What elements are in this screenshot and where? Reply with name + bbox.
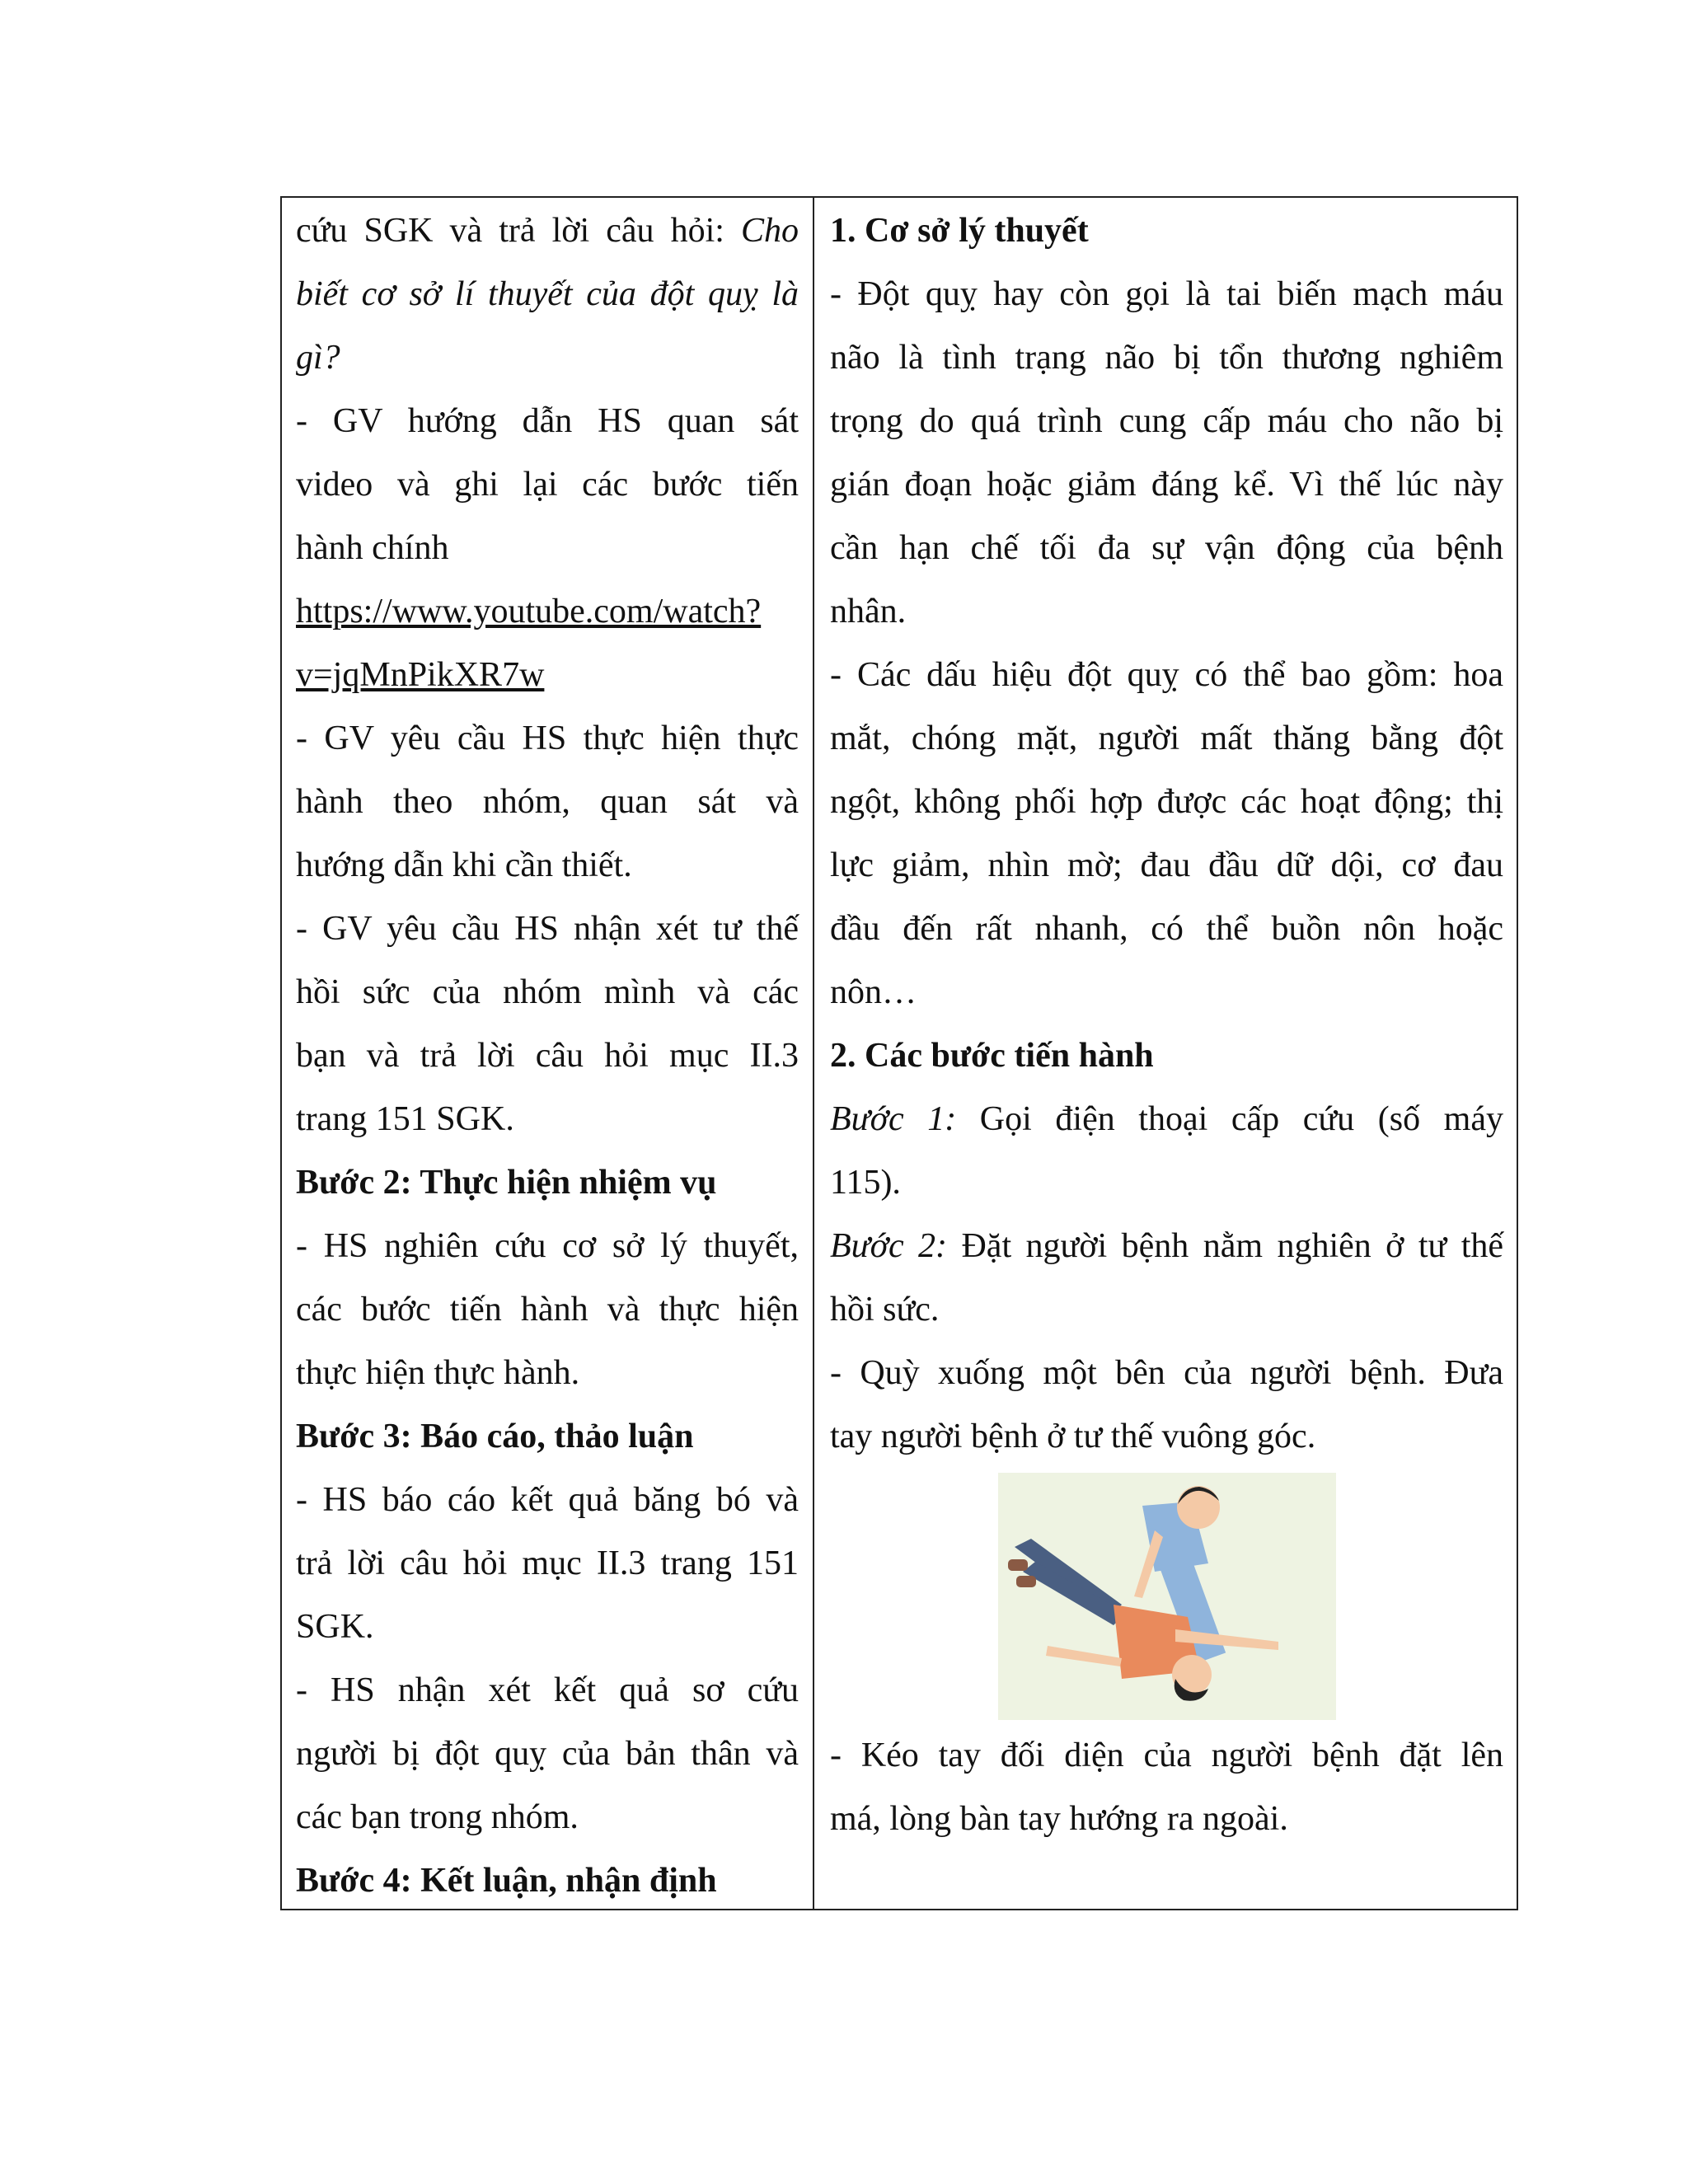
- recovery-position-figure: [998, 1473, 1336, 1720]
- text-line: gì?: [296, 339, 340, 377]
- text-line: gián đoạn hoặc giảm đáng kể. Vì thế lúc này: [830, 466, 1503, 504]
- video-link-continued[interactable]: v=jqMnPikXR7w: [296, 656, 545, 694]
- teacher-activity-column: [296, 199, 799, 1913]
- text-line: ngột, không phối hợp được các hoạt động; thị: [830, 783, 1503, 821]
- text-line: hành theo nhóm, quan sát và: [296, 783, 799, 821]
- text-line: trọng do quá trình cung cấp máu cho não bị: [830, 402, 1503, 440]
- text-line: Bước 2: Đặt người bệnh nằm nghiên ở tư thế: [830, 1227, 1504, 1265]
- section-heading: 1. Cơ sở lý thuyết: [830, 212, 1089, 250]
- text-line: 115).: [830, 1164, 901, 1202]
- text-line: nhân.: [830, 593, 907, 630]
- text-line: - GV yêu cầu HS nhận xét tư thế: [296, 910, 799, 948]
- text-line: các bước tiến hành và thực hiện: [296, 1291, 799, 1329]
- section-heading: 2. Các bước tiến hành: [830, 1037, 1154, 1075]
- step-heading: Bước 2: Thực hiện nhiệm vụ: [296, 1164, 717, 1202]
- text-line: - GV hướng dẫn HS quan sát: [296, 402, 799, 440]
- step-heading: Bước 3: Báo cáo, thảo luận: [296, 1418, 694, 1455]
- text-line: trả lời câu hỏi mục II.3 trang 151: [296, 1544, 799, 1582]
- text-line: - Kéo tay đối diện của người bệnh đặt lên: [830, 1736, 1503, 1774]
- text-line: hướng dẫn khi cần thiết.: [296, 846, 632, 884]
- text-line: cứu SGK và trả lời câu hỏi: Cho: [296, 212, 799, 250]
- text-line: biết cơ sở lí thuyết của đột quỵ là: [296, 275, 799, 313]
- text-line: thực hiện thực hành.: [296, 1354, 580, 1392]
- recovery-position-illustration: [830, 1469, 1503, 1724]
- text-line: nôn…: [830, 973, 917, 1011]
- text-line: - HS nhận xét kết quả sơ cứu: [296, 1671, 799, 1709]
- text-line: video và ghi lại các bước tiến: [296, 466, 799, 504]
- lesson-table: [280, 196, 1518, 1910]
- text-line: mắt, chóng mặt, người mất thăng bằng đột: [830, 719, 1503, 757]
- patient-shoe: [1016, 1576, 1036, 1587]
- text-line: - Các dấu hiệu đột quỵ có thể bao gồm: hoa: [830, 656, 1503, 694]
- text-line: hồi sức.: [830, 1291, 940, 1329]
- text-line: - Quỳ xuống một bên của người bệnh. Đưa: [830, 1354, 1503, 1392]
- text-line: hành chính: [296, 529, 449, 567]
- text-line: đầu đến rất nhanh, có thể buồn nôn hoặc: [830, 910, 1503, 948]
- video-link[interactable]: https://www.youtube.com/watch?: [296, 593, 762, 630]
- text-line: hồi sức của nhóm mình và các: [296, 973, 799, 1011]
- text-line: SGK.: [296, 1608, 374, 1646]
- patient-shoe: [1008, 1559, 1028, 1571]
- text-line: tay người bệnh ở tư thế vuông góc.: [830, 1418, 1316, 1455]
- text-line: - HS nghiên cứu cơ sở lý thuyết,: [296, 1227, 799, 1265]
- content-column: [830, 199, 1503, 1851]
- text-line: lực giảm, nhìn mờ; đau đầu dữ dội, cơ đau: [830, 846, 1503, 884]
- text-line: cần hạn chế tối đa sự vận động của bệnh: [830, 529, 1503, 567]
- text-line: - Đột quỵ hay còn gọi là tai biến mạch máu: [830, 275, 1503, 313]
- text-line: bạn và trả lời câu hỏi mục II.3: [296, 1037, 799, 1075]
- text-line: các bạn trong nhóm.: [296, 1798, 579, 1836]
- text-line: má, lòng bàn tay hướng ra ngoài.: [830, 1800, 1288, 1838]
- text-line: người bị đột quỵ của bản thân và: [296, 1735, 799, 1773]
- text-line: - GV yêu cầu HS thực hiện thực: [296, 719, 799, 757]
- text-line: trang 151 SGK.: [296, 1100, 514, 1138]
- text-line: - HS báo cáo kết quả băng bó và: [296, 1481, 799, 1519]
- text-line: Bước 1: Gọi điện thoại cấp cứu (số máy: [830, 1100, 1503, 1138]
- column-divider: [813, 198, 814, 1909]
- helper-head: [1177, 1486, 1220, 1529]
- text-line: não là tình trạng não bị tổn thương nghiêm: [830, 339, 1503, 377]
- step-heading: Bước 4: Kết luận, nhận định: [296, 1862, 717, 1900]
